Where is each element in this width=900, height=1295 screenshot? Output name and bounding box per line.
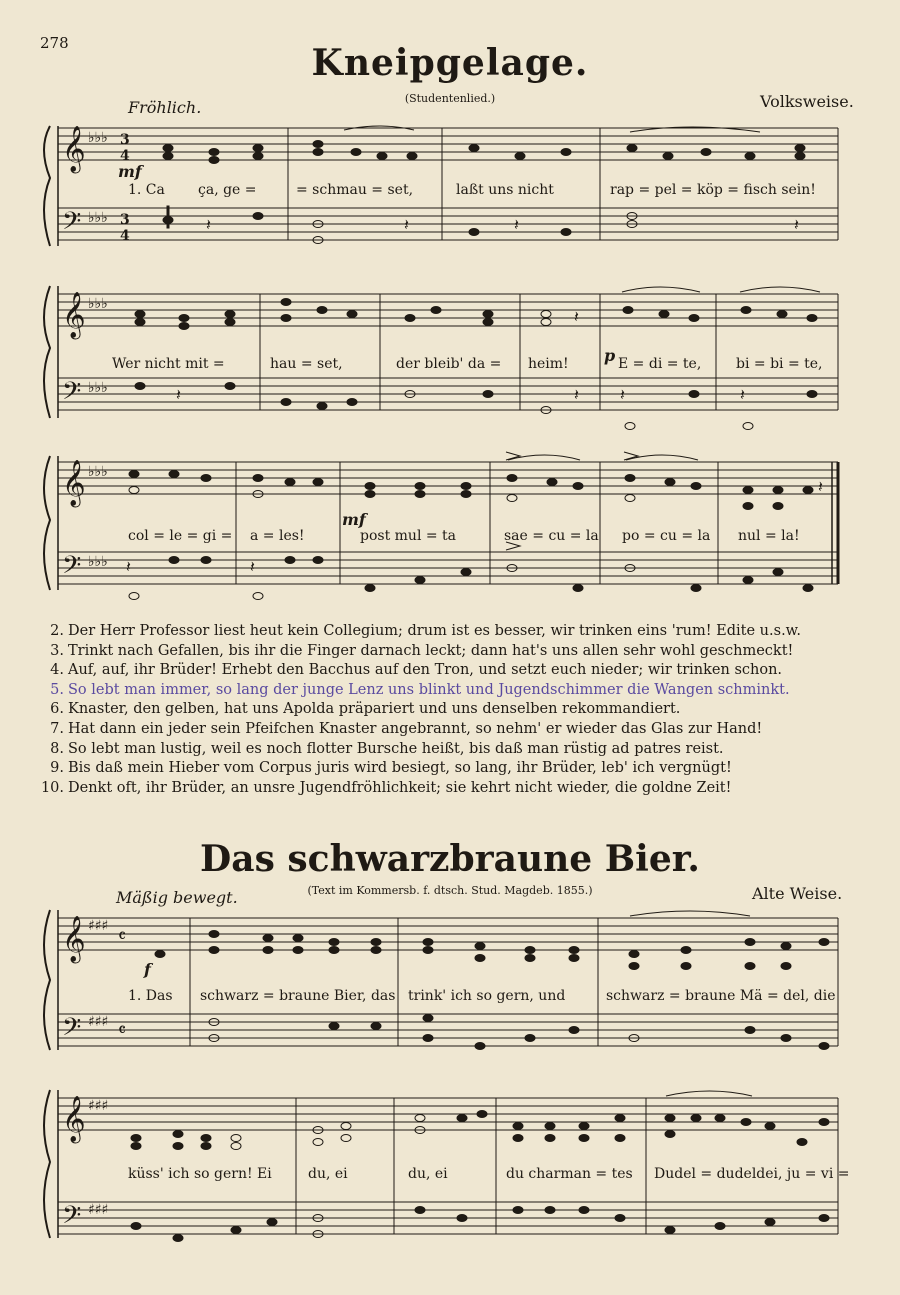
svg-text:♭♭♭: ♭♭♭ xyxy=(88,210,108,226)
verse-line: 9. Bis daß mein Hieber vom Corpus juris wird besiegt, so lang, ihr Brüder, leb' ich vergnügt! xyxy=(50,760,732,777)
verse-line: 6. Knaster, den gelben, hat uns Apolda präpariert und uns denselben rekommandiert. xyxy=(50,701,681,718)
lyric: hau = set, xyxy=(270,356,343,372)
lyric: E = di = te, xyxy=(618,356,702,372)
lyric: = schmau = set, xyxy=(296,182,414,198)
verse-line: 4. Auf, auf, ihr Brüder! Erhebt den Bacchus auf den Tron, und setzt euch nieder; wir trinken schon. xyxy=(50,662,783,679)
song1-title: Kneipgelage. xyxy=(311,42,589,84)
svg-text:𝄞: 𝄞 xyxy=(62,916,86,962)
svg-text:𝄢: 𝄢 xyxy=(62,551,82,586)
lyric: du, ei xyxy=(308,1166,348,1182)
svg-text:𝄽: 𝄽 xyxy=(126,557,131,576)
svg-text:𝄽: 𝄽 xyxy=(818,477,823,496)
verse-line: 5. So lebt man immer, so lang der junge Lenz uns blinkt und Jugendschimmer die Wangen schminkt. xyxy=(50,681,790,698)
svg-text:3: 3 xyxy=(120,132,130,148)
lyric: trink' ich so gern, und xyxy=(408,988,566,1004)
lyric: a = les! xyxy=(250,528,305,544)
lyric: 1. Ca xyxy=(128,182,165,198)
lyric: col = le = gi = xyxy=(128,528,233,544)
song2-system-2 xyxy=(0,1080,900,1250)
staff-treble xyxy=(58,128,838,160)
lyric: schwarz = braune Bier, das xyxy=(200,988,396,1004)
lyric: nul = la! xyxy=(738,528,800,544)
song2-system-1 xyxy=(0,900,900,1060)
lyric: Wer nicht mit = xyxy=(112,356,225,372)
staff-bass xyxy=(58,208,838,240)
song1-tempo: Fröhlich. xyxy=(128,98,202,117)
lyric: ça, ge = xyxy=(198,182,257,198)
verse-line: 10. Denkt oft, ihr Brüder, an unsre Jugendfröhlichkeit; sie kehrt nicht wieder, die goldne Zeit! xyxy=(40,779,732,796)
svg-text:𝄽: 𝄽 xyxy=(514,215,519,234)
svg-text:𝄽: 𝄽 xyxy=(404,215,409,234)
lyric: 1. Das xyxy=(128,988,173,1004)
dynamic-f: f xyxy=(144,960,151,979)
svg-text:4: 4 xyxy=(120,148,130,164)
svg-text:♭♭♭: ♭♭♭ xyxy=(88,464,108,480)
verse-line: 7. Hat dann ein jeder sein Pfeifchen Knaster angebrannt, so nehm' er wieder das Glas zur Hand! xyxy=(50,720,763,737)
lyric: schwarz = braune Mä = del, die xyxy=(606,988,836,1004)
svg-text:𝄞: 𝄞 xyxy=(62,126,86,172)
svg-text:𝄞: 𝄞 xyxy=(62,1096,86,1142)
dynamic-mf: mf xyxy=(118,162,142,181)
svg-text:𝄢: 𝄢 xyxy=(62,1201,82,1236)
svg-text:𝄽: 𝄽 xyxy=(794,215,799,234)
svg-text:♭♭♭: ♭♭♭ xyxy=(88,296,108,312)
lyric: du, ei xyxy=(408,1166,448,1182)
svg-text:𝄢: 𝄢 xyxy=(62,1013,82,1048)
svg-text:♯♯♯: ♯♯♯ xyxy=(88,918,109,934)
lyric: Dudel = dudeldei, ju = vi = xyxy=(654,1166,850,1182)
lyric: po = cu = la xyxy=(622,528,711,544)
svg-text:𝄽: 𝄽 xyxy=(574,385,579,404)
song1-composer: Volksweise. xyxy=(760,92,854,111)
svg-text:♭♭♭: ♭♭♭ xyxy=(88,554,108,570)
dynamic-mf: mf xyxy=(342,510,366,529)
lyric: rap = pel = köp = fisch sein! xyxy=(610,182,816,198)
svg-text:𝄴: 𝄴 xyxy=(118,1020,127,1041)
verse-line: 8. So lebt man lustig, weil es noch flotter Bursche heißt, bis daß man rüstig ad patres reist. xyxy=(50,740,724,757)
lyric: heim! xyxy=(528,356,569,372)
lyric: der bleib' da = xyxy=(396,356,502,372)
verse-line: 2. Der Herr Professor liest heut kein Collegium; drum ist es besser, wir trinken eins 'rum! Edite u.s.w. xyxy=(50,623,801,639)
svg-text:𝄽: 𝄽 xyxy=(206,215,211,234)
svg-text:𝄽: 𝄽 xyxy=(176,385,181,404)
svg-text:𝄴: 𝄴 xyxy=(118,926,127,947)
treble-notes xyxy=(163,126,805,164)
svg-text:𝄽: 𝄽 xyxy=(740,385,745,404)
lyric: du charman = tes xyxy=(506,1166,633,1182)
svg-text:𝄞: 𝄞 xyxy=(62,460,86,506)
dynamic-p: p xyxy=(604,346,616,365)
svg-text:♭♭♭: ♭♭♭ xyxy=(88,380,108,396)
svg-text:♯♯♯: ♯♯♯ xyxy=(88,1098,109,1114)
song2-tempo: Mäßig bewegt. xyxy=(116,888,238,907)
verse-list xyxy=(40,622,870,798)
svg-text:3: 3 xyxy=(120,212,130,228)
svg-text:𝄽: 𝄽 xyxy=(250,557,255,576)
svg-text:𝄢: 𝄢 xyxy=(62,207,82,242)
lyric: bi = bi = te, xyxy=(736,356,823,372)
lyric: post mul = ta xyxy=(360,528,457,544)
svg-text:𝄽: 𝄽 xyxy=(574,307,579,326)
svg-text:𝄽: 𝄽 xyxy=(620,385,625,404)
lyric: sae = cu = la xyxy=(504,528,599,544)
svg-text:♯♯♯: ♯♯♯ xyxy=(88,1014,109,1030)
svg-text:♯♯♯: ♯♯♯ xyxy=(88,1202,109,1218)
song2-subtitle: (Text im Kommersb. f. dtsch. Stud. Magdeb. 1855.) xyxy=(307,884,593,897)
svg-text:♭♭♭: ♭♭♭ xyxy=(88,130,108,146)
song2-composer: Alte Weise. xyxy=(752,884,843,903)
lyric: laßt uns nicht xyxy=(456,182,554,198)
verse-line: 3. Trinkt nach Gefallen, bis ihr die Finger darnach leckt; dann hat's uns allen sehr wohl geschmeckt! xyxy=(50,642,794,659)
song2-title: Das schwarzbraune Bier. xyxy=(200,838,700,880)
song1-subtitle: (Studentenlied.) xyxy=(404,92,496,105)
svg-text:𝄞: 𝄞 xyxy=(62,292,86,338)
svg-text:𝄢: 𝄢 xyxy=(62,377,82,412)
bass-notes xyxy=(163,206,799,244)
svg-text:4: 4 xyxy=(120,228,130,244)
page-number: 278 xyxy=(40,34,69,52)
lyric: küss' ich so gern! Ei xyxy=(128,1166,272,1182)
